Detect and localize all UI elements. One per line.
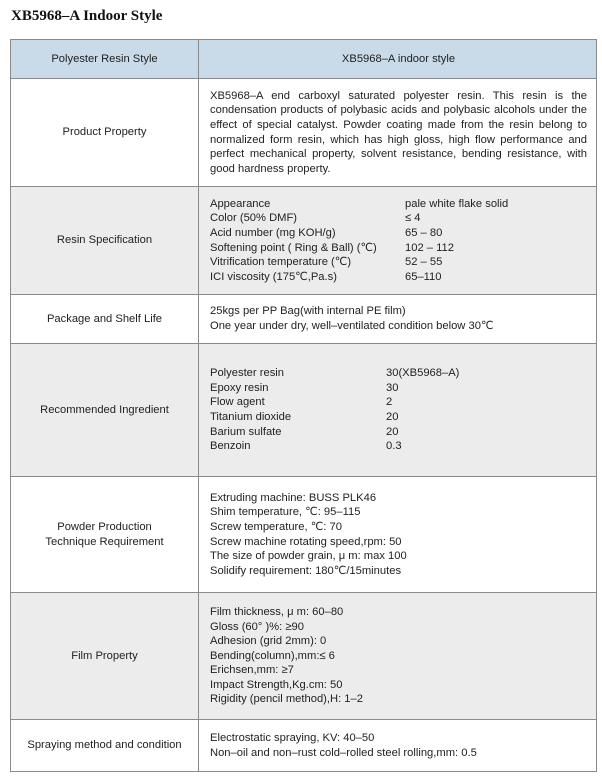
film-line: Film thickness, μ m: 60–80	[210, 605, 344, 618]
header-value: XB5968–A indoor style	[199, 40, 597, 79]
ingredient-item: Barium sulfate 20	[210, 425, 399, 438]
ingredient-item: Epoxy resin 30	[210, 381, 399, 394]
ingredient-item: Polyester resin 30(XB5968–A)	[210, 367, 460, 380]
spraying-line: Electrostatic spraying, KV: 40–50	[210, 731, 375, 744]
powder-line: Shim temperature, ℃: 95–115	[210, 506, 361, 519]
row-product-property	[11, 79, 597, 187]
row-label-powder-production: Powder Production Technique Requirement	[11, 477, 199, 593]
film-line: Impact Strength,Kg.cm: 50	[210, 678, 343, 691]
ingredient-item: Benzoin 0.3	[210, 440, 402, 453]
spraying-line: Non–oil and non–rust cold–rolled steel rolling,mm: 0.5	[210, 746, 477, 759]
row-label-resin-specification: Resin Specification	[11, 187, 199, 295]
row-package	[11, 295, 597, 344]
row-label-spraying: Spraying method and condition	[11, 720, 199, 772]
film-line: Adhesion (grid 2mm): 0	[210, 635, 327, 648]
resin-spec-item: Acid number (mg KOH/g) 65 – 80	[210, 226, 443, 239]
film-property-list	[199, 593, 597, 720]
powder-line: The size of powder grain, μ m: max 100	[210, 550, 407, 563]
package-line: 25kgs per PP Bag(with internal PE film)	[210, 305, 406, 318]
resin-spec-item: Appearance pale white flake solid	[210, 197, 509, 210]
package-line: One year under dry, well–ventilated condition below 30℃	[210, 320, 494, 332]
resin-spec-item: Vitrification temperature (℃) 52 – 55	[210, 256, 443, 269]
film-line: Rigidity (pencil method),H: 1–2	[210, 693, 363, 706]
row-powder-production	[11, 477, 597, 593]
spraying-text	[199, 720, 597, 772]
package-text	[199, 295, 597, 344]
powder-production-list	[199, 477, 597, 593]
powder-line: Screw machine rotating speed,rpm: 50	[210, 535, 402, 548]
resin-spec-list	[199, 187, 597, 295]
row-spraying	[11, 720, 597, 772]
spec-table	[10, 39, 597, 772]
ingredient-list	[199, 344, 597, 477]
row-label-product-property: Product Property	[11, 79, 199, 187]
row-ingredient	[11, 344, 597, 477]
ingredient-item: Titanium dioxide 20	[210, 411, 399, 423]
header-label: Polyester Resin Style	[11, 40, 199, 79]
row-resin-specification	[11, 187, 597, 295]
ingredient-item: Flow agent 2	[210, 396, 393, 409]
film-line: Gloss (60° )%: ≥90	[210, 620, 304, 633]
resin-spec-item: ICI viscosity (175℃,Pa.s) 65–110	[210, 270, 442, 283]
table-header-row	[11, 40, 597, 79]
row-label-film-property: Film Property	[11, 593, 199, 720]
powder-line: Extruding machine: BUSS PLK46	[210, 491, 377, 504]
row-film-property	[11, 593, 597, 720]
resin-spec-item: Softening point ( Ring & Ball) (℃) 102 – 112	[210, 241, 454, 254]
row-label-ingredient: Recommended Ingredient	[11, 344, 199, 477]
product-property-text: XB5968–A end carboxyl saturated polyester resin. This resin is the condensation products of polybasic acids and polybasic alcohols under the effect of special catalyst. Powder coating made from the resin belong to normalized form resin, which has high gloss, high flow performance and perfect mechanical property, solvent resistance, bending resistance, with good hardness property.	[199, 79, 597, 187]
film-line: Bending(column),mm:≤ 6	[210, 649, 335, 662]
powder-line: Screw temperature, ℃: 70	[210, 520, 342, 533]
powder-line: Solidify requirement: 180℃/15minutes	[210, 564, 402, 577]
film-line: Erichsen,mm: ≥7	[210, 664, 294, 677]
row-label-package: Package and Shelf Life	[11, 295, 199, 344]
resin-spec-item: Color (50% DMF) ≤ 4	[210, 212, 421, 225]
page-title: XB5968–A Indoor Style	[11, 8, 163, 24]
